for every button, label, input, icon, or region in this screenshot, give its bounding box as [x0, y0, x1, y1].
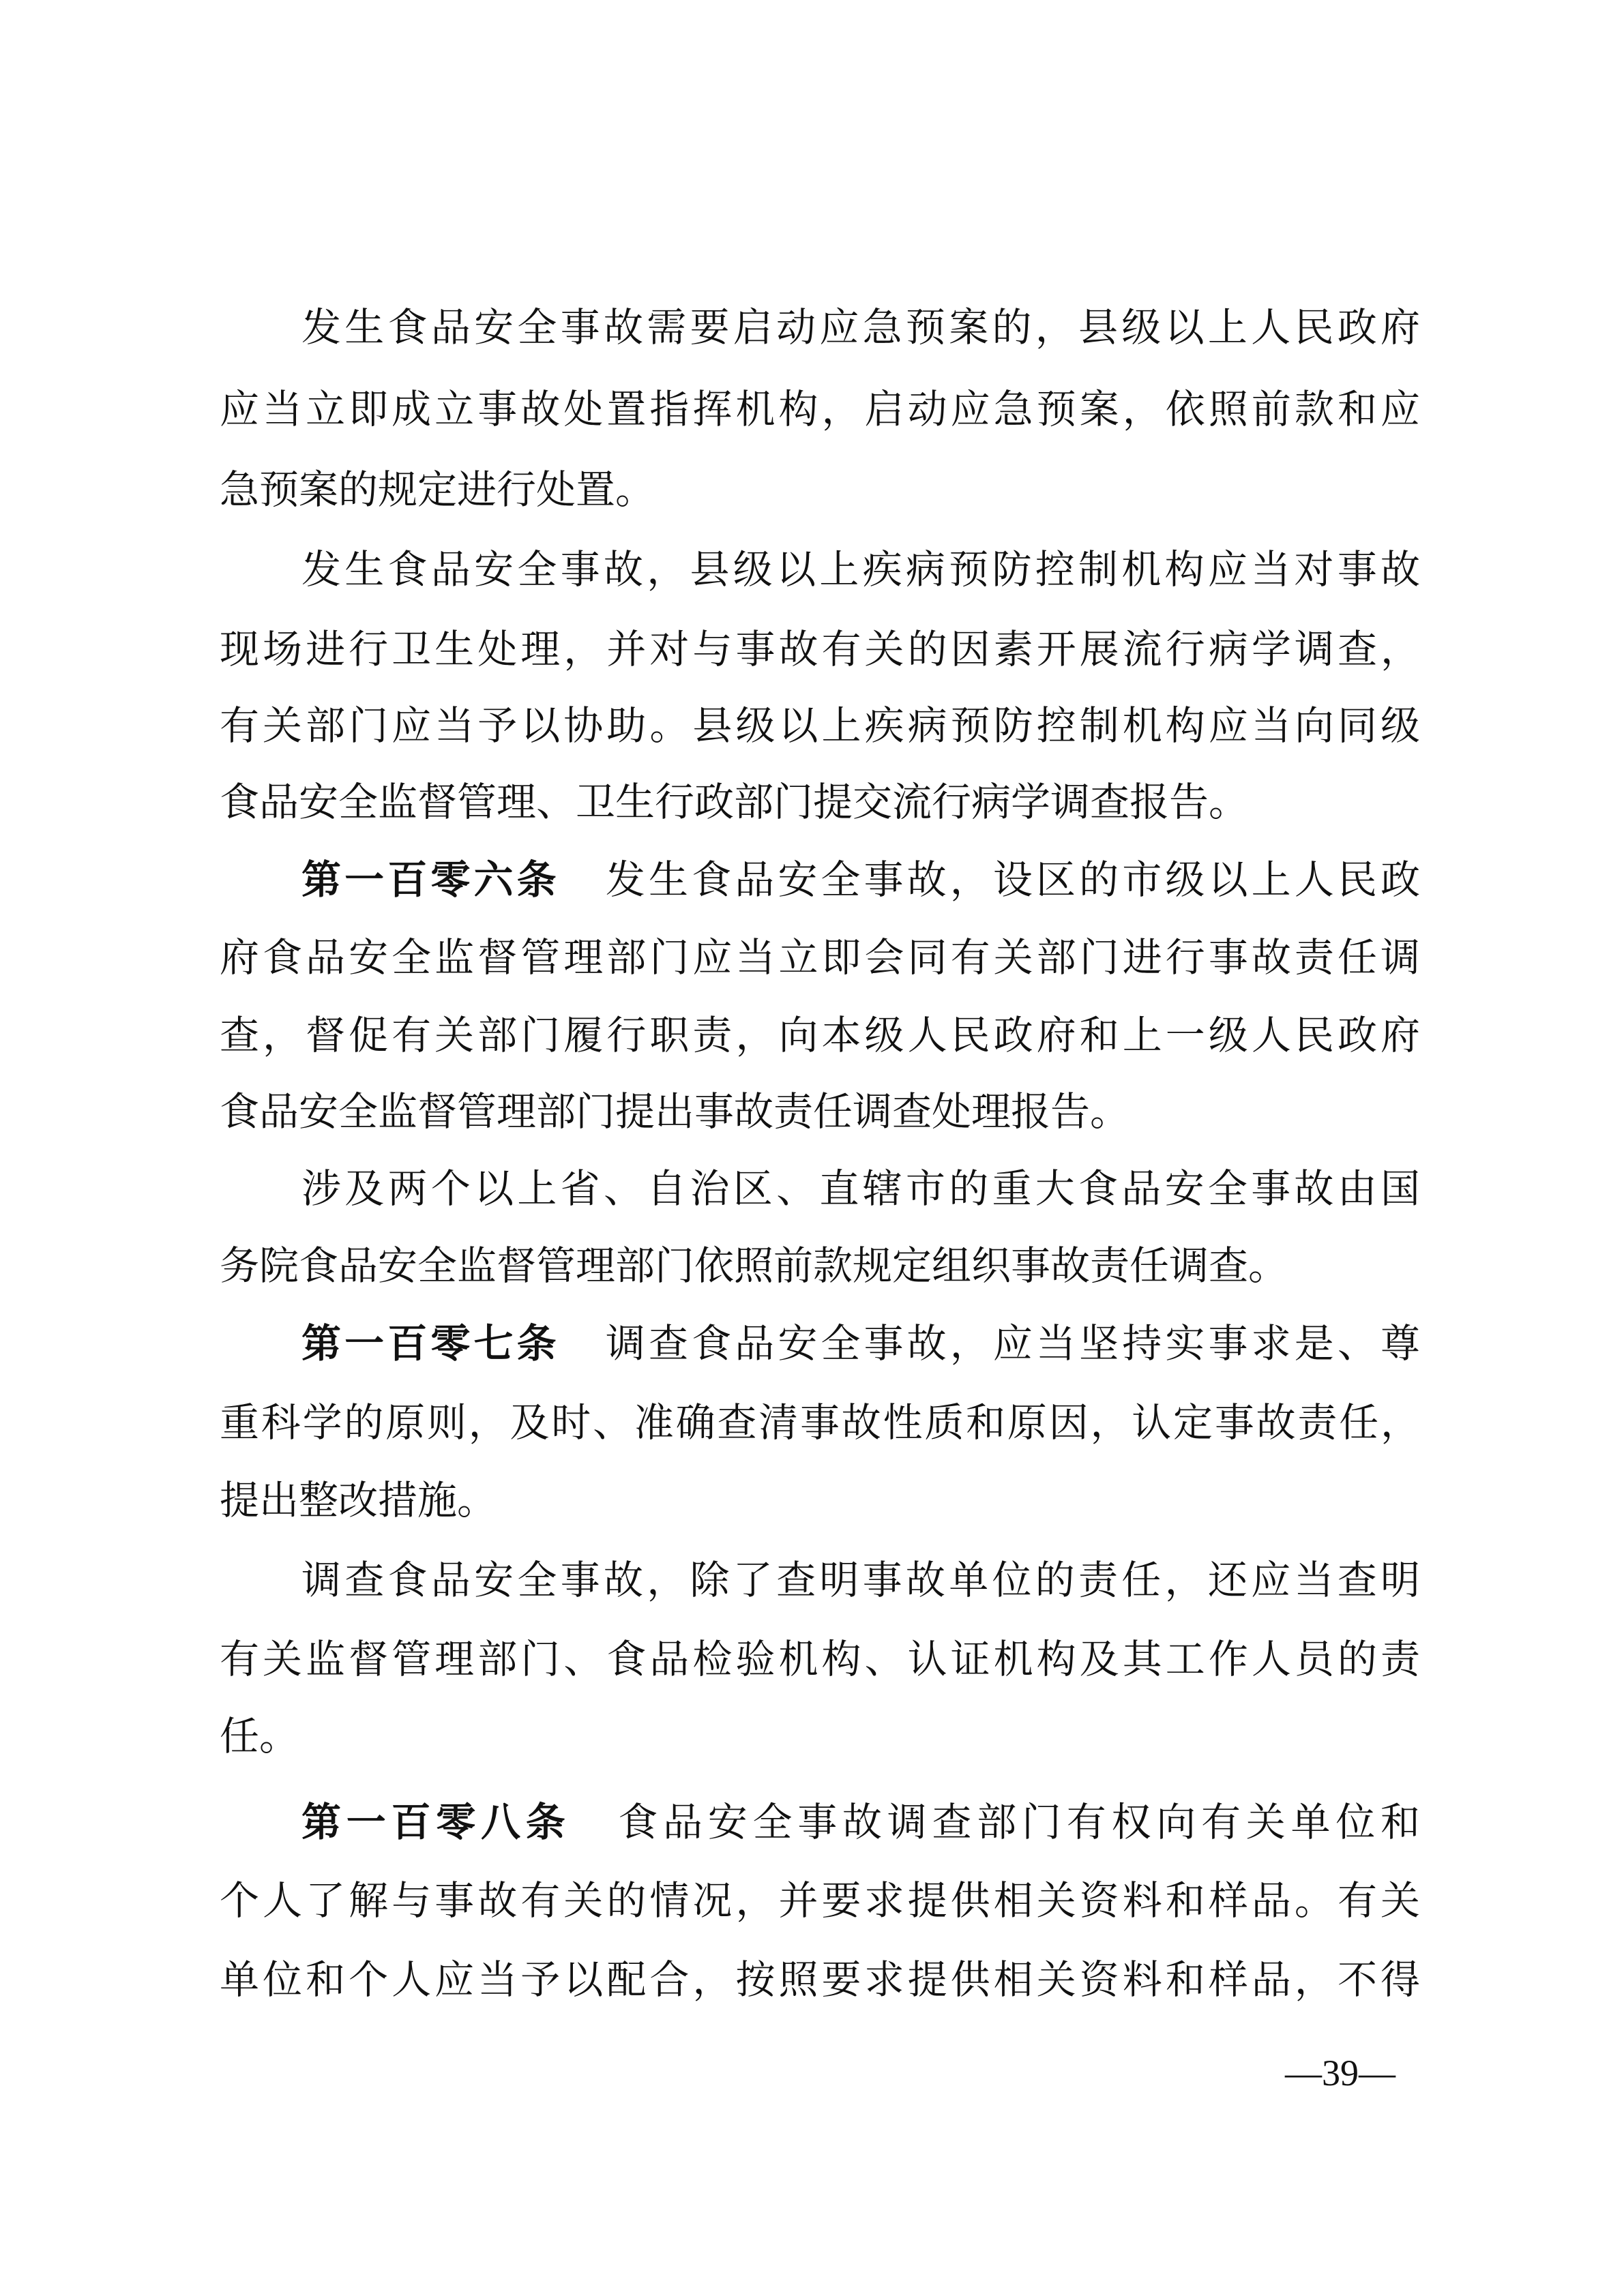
line-text: 调查食品安全事故，应当坚持实事求是、尊	[602, 1320, 1420, 1367]
paragraph-line	[220, 1618, 1420, 1700]
paragraph-line	[220, 1459, 1420, 1541]
paragraph-line	[301, 528, 1420, 610]
paragraph-line	[220, 685, 1420, 766]
line-text: 务院食品安全监督管理部门依照前款规定组织事故责任调查。	[220, 1242, 1288, 1289]
line-text: 应当立即成立事故处置指挥机构，启动应急预案，依照前款和应	[220, 386, 1420, 432]
line-text: 发生食品安全事故，县级以上疾病预防控制机构应当对事故	[301, 546, 1420, 593]
article-line	[301, 839, 1420, 921]
line-text: 食品安全事故调查部门有权向有关单位和	[612, 1799, 1420, 1845]
paragraph-line	[220, 1382, 1420, 1463]
line-text: 单位和个人应当予以配合，按照要求提供相关资料和样品，不得	[220, 1956, 1420, 2003]
paragraph-line	[220, 1071, 1420, 1152]
line-text: 提出整改措施。	[220, 1477, 497, 1523]
paragraph-line	[220, 1225, 1420, 1307]
line-text: 重科学的原则，及时、准确查清事故性质和原因，认定事故责任，	[220, 1399, 1420, 1446]
paragraph-line	[220, 994, 1420, 1076]
line-text: 有关监督管理部门、食品检验机构、认证机构及其工作人员的责	[220, 1636, 1420, 1682]
line-text: 急预案的规定进行处置。	[220, 466, 655, 513]
paragraph-line	[301, 1539, 1420, 1621]
line-text: 现场进行卫生处理，并对与事故有关的因素开展流行病学调查，	[220, 626, 1420, 672]
paragraph-line	[220, 1860, 1420, 1941]
paragraph-line	[301, 1148, 1420, 1229]
line-text: 府食品安全监督管理部门应当立即会同有关部门进行事故责任调	[220, 934, 1420, 981]
line-text: 涉及两个以上省、自治区、直辖市的重大食品安全事故由国	[301, 1165, 1420, 1212]
page-number: —39—	[1285, 2053, 1396, 2093]
paragraph-line	[220, 368, 1420, 450]
paragraph-line	[220, 1695, 1420, 1777]
paragraph-line	[301, 286, 1420, 368]
line-text: 食品安全监督管理、卫生行政部门提交流行病学调查报告。	[220, 779, 1249, 825]
article-line	[301, 1781, 1420, 1863]
article-title-108: 第一百零八条	[301, 1799, 571, 1845]
article-title-106: 第一百零六条	[301, 856, 560, 903]
paragraph-line	[220, 608, 1420, 690]
line-text: 任。	[220, 1713, 299, 1759]
line-text: 调查食品安全事故，除了查明事故单位的责任，还应当查明	[301, 1557, 1420, 1603]
paragraph-line	[220, 449, 1420, 531]
article-title-107: 第一百零七条	[301, 1320, 560, 1367]
paragraph-line	[220, 916, 1420, 998]
paragraph-line	[220, 761, 1420, 843]
paragraph-line	[220, 1939, 1420, 2021]
line-text: 有关部门应当予以协助。县级以上疾病预防控制机构应当向同级	[220, 702, 1420, 749]
article-line	[301, 1302, 1420, 1384]
line-text: 查，督促有关部门履行职责，向本级人民政府和上一级人民政府	[220, 1012, 1420, 1058]
line-text: 发生食品安全事故需要启动应急预案的，县级以上人民政府	[301, 304, 1420, 351]
line-text: 发生食品安全事故，设区的市级以上人民政	[602, 856, 1420, 903]
line-text: 个人了解与事故有关的情况，并要求提供相关资料和样品。有关	[220, 1877, 1420, 1924]
line-text: 食品安全监督管理部门提出事故责任调查处理报告。	[220, 1088, 1130, 1135]
